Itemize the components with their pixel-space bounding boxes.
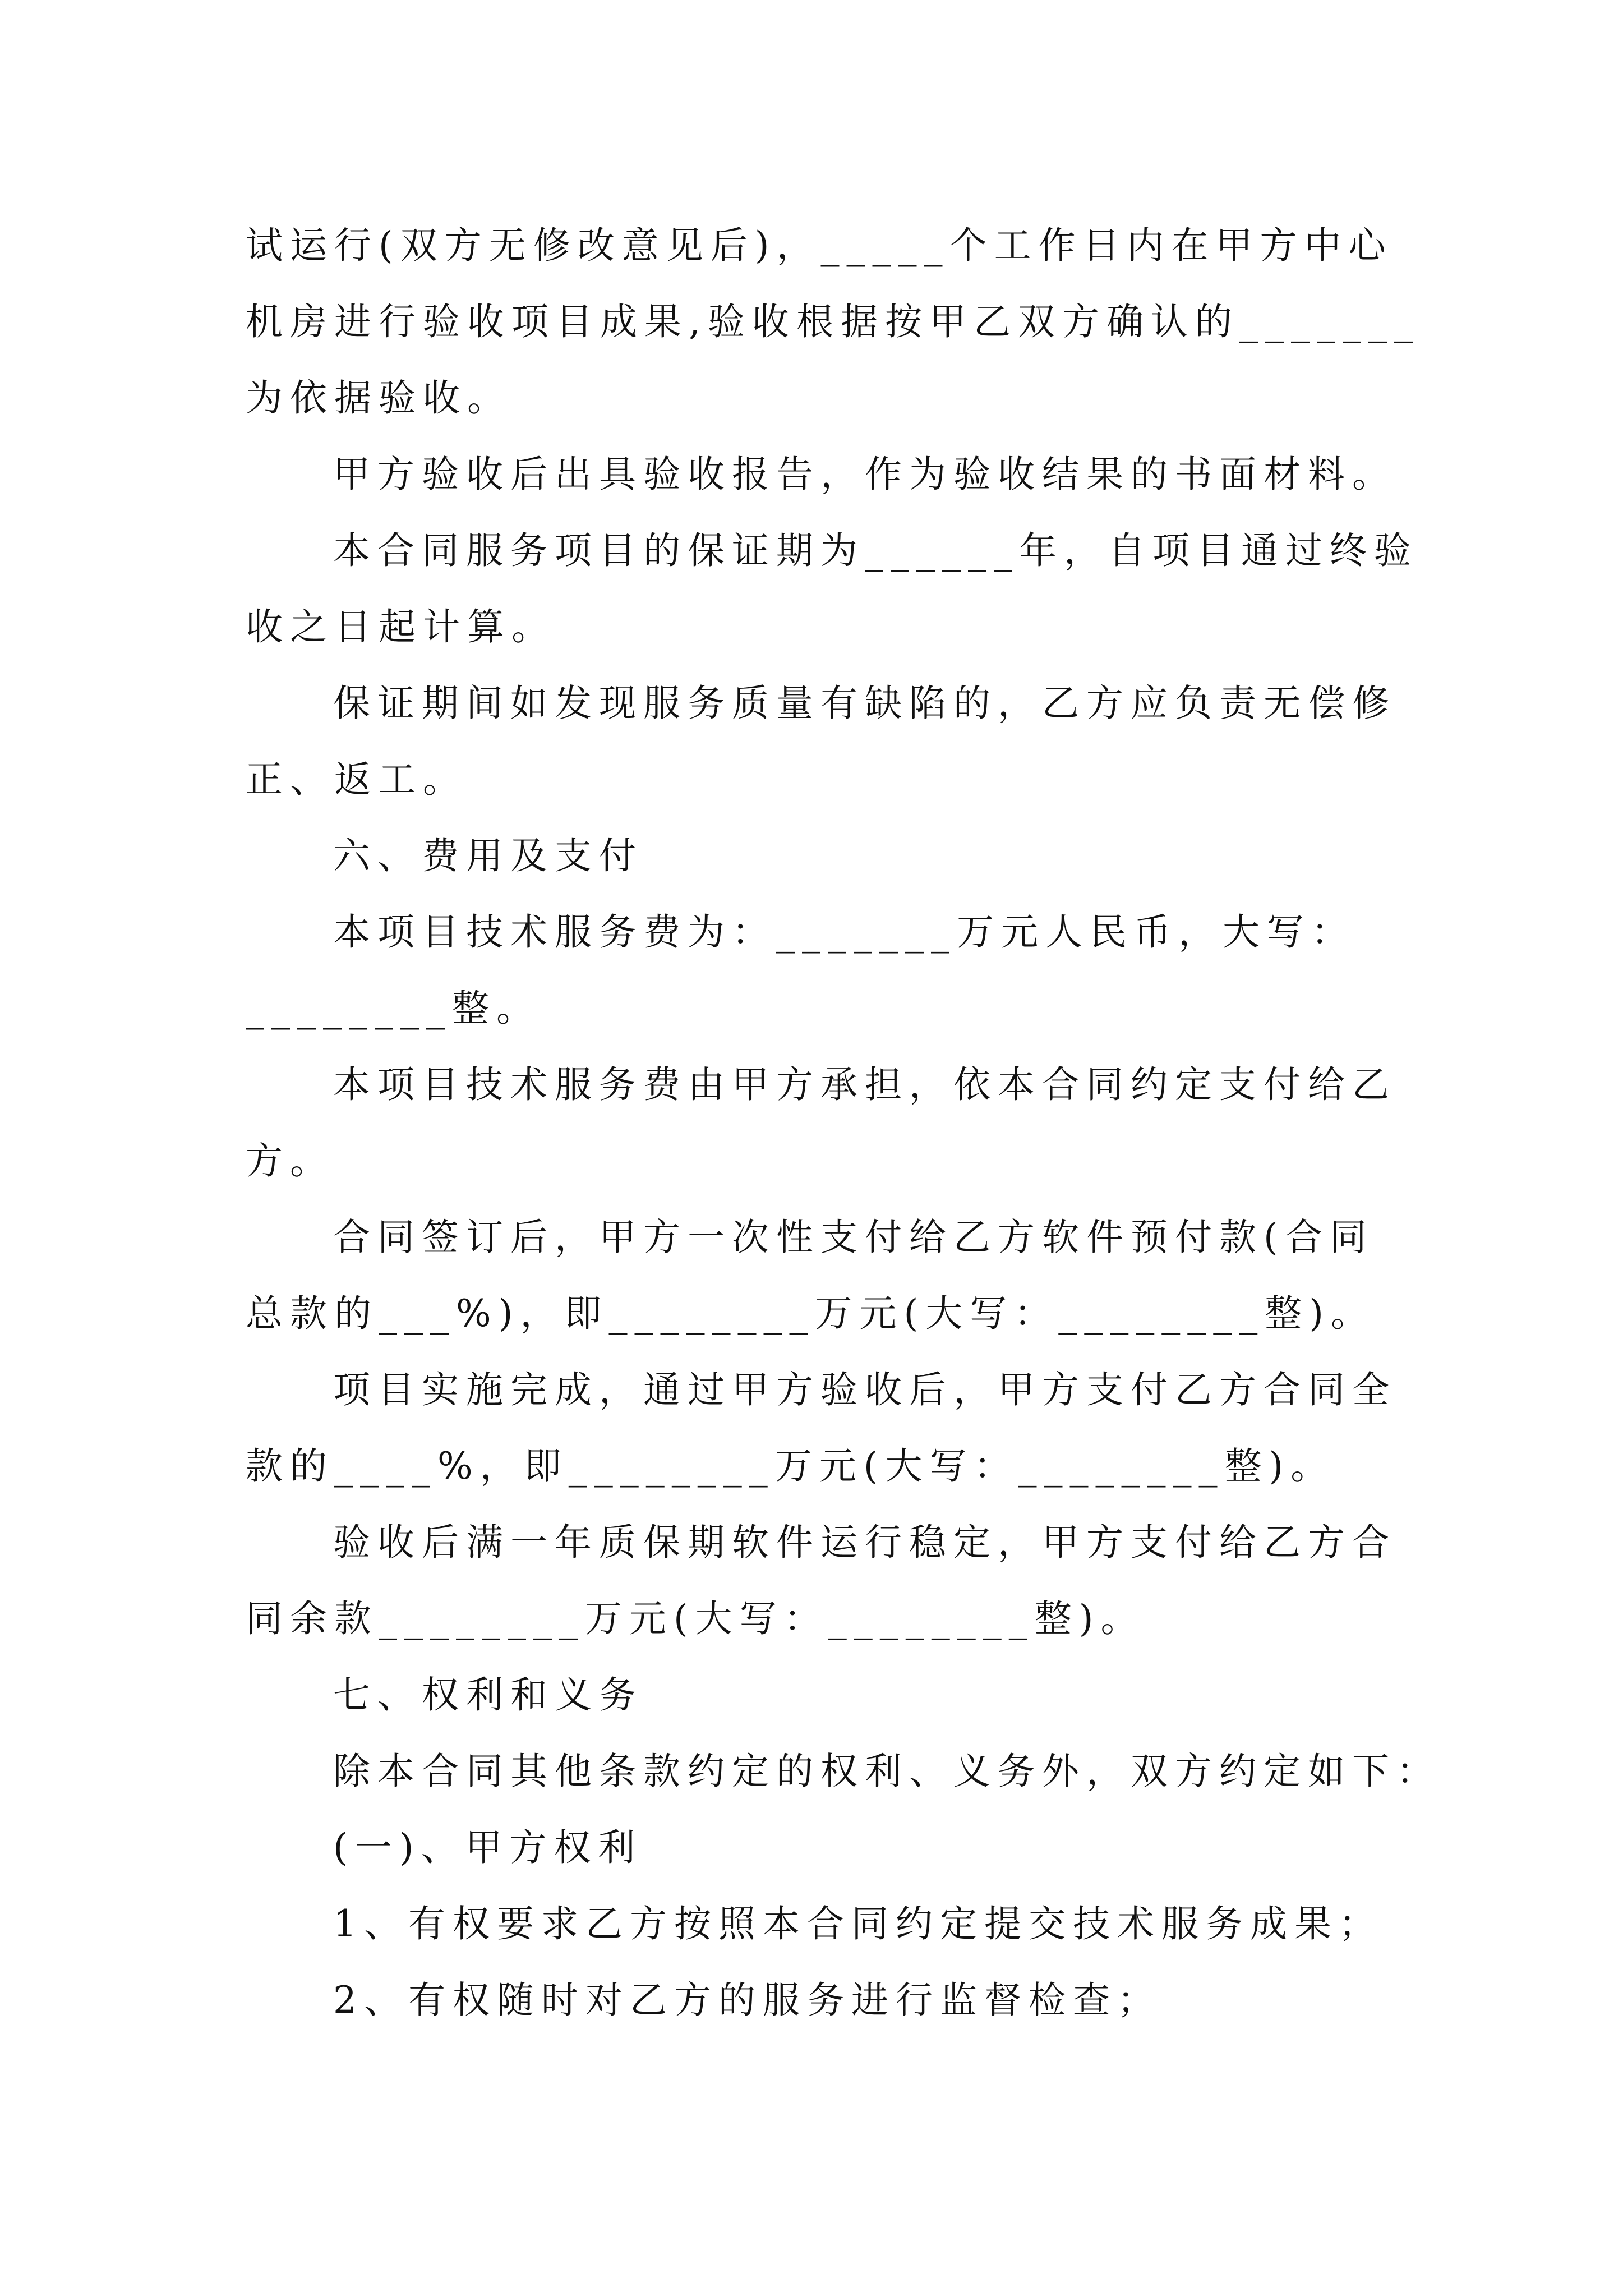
paragraph-line: 保证期间如发现服务质量有缺陷的，乙方应负责无偿修 xyxy=(333,682,1396,725)
paragraph-line: 合同签订后，甲方一次性支付给乙方软件预付款(合同 xyxy=(333,1216,1374,1259)
paragraph-line: 机房进行验收项目成果,验收根据按甲乙双方确认的_______ xyxy=(246,300,1420,343)
section-heading-rights: 七、权利和义务 xyxy=(333,1673,643,1717)
paragraph-line: 为依据验收。 xyxy=(246,376,511,420)
paragraph-line: 同余款________万元(大写：________整)。 xyxy=(246,1597,1145,1640)
contract-body xyxy=(246,208,1441,2039)
paragraph-line: 款的____%，即________万元(大写：________整)。 xyxy=(246,1444,1335,1488)
paragraph-line: ________整。 xyxy=(246,987,541,1030)
list-item: 1、有权要求乙方按照本合同约定提交技术服务成果； xyxy=(333,1902,1383,1945)
paragraph-line: 项目实施完成，通过甲方验收后，甲方支付乙方合同全 xyxy=(333,1368,1396,1411)
paragraph-line: 总款的___%)，即________万元(大写：________整)。 xyxy=(246,1292,1375,1335)
paragraph-line: 除本合同其他条款约定的权利、义务外，双方约定如下： xyxy=(333,1750,1441,1793)
paragraph-line: 本合同服务项目的保证期为______年，自项目通过终验 xyxy=(333,529,1418,572)
list-item: 2、有权随时对乙方的服务进行监督检查； xyxy=(333,1978,1161,2022)
section-heading-fees: 六、费用及支付 xyxy=(333,834,643,877)
paragraph-line: 收之日起计算。 xyxy=(246,605,556,648)
paragraph-line: 本项目技术服务费由甲方承担，依本合同约定支付给乙 xyxy=(333,1063,1396,1106)
paragraph-line: 方。 xyxy=(246,1139,334,1182)
paragraph-line: 本项目技术服务费为：_______万元人民币，大写： xyxy=(333,910,1355,954)
paragraph-line: 甲方验收后出具验收报告，作为验收结果的书面材料。 xyxy=(333,453,1396,496)
subsection-heading-party-a-rights: (一)、甲方权利 xyxy=(333,1826,643,1869)
paragraph-line: 验收后满一年质保期软件运行稳定，甲方支付给乙方合 xyxy=(333,1521,1396,1564)
paragraph-line: 正、返工。 xyxy=(246,758,467,801)
paragraph-line: 试运行(双方无修改意见后)，_____个工作日内在甲方中心 xyxy=(246,224,1393,267)
